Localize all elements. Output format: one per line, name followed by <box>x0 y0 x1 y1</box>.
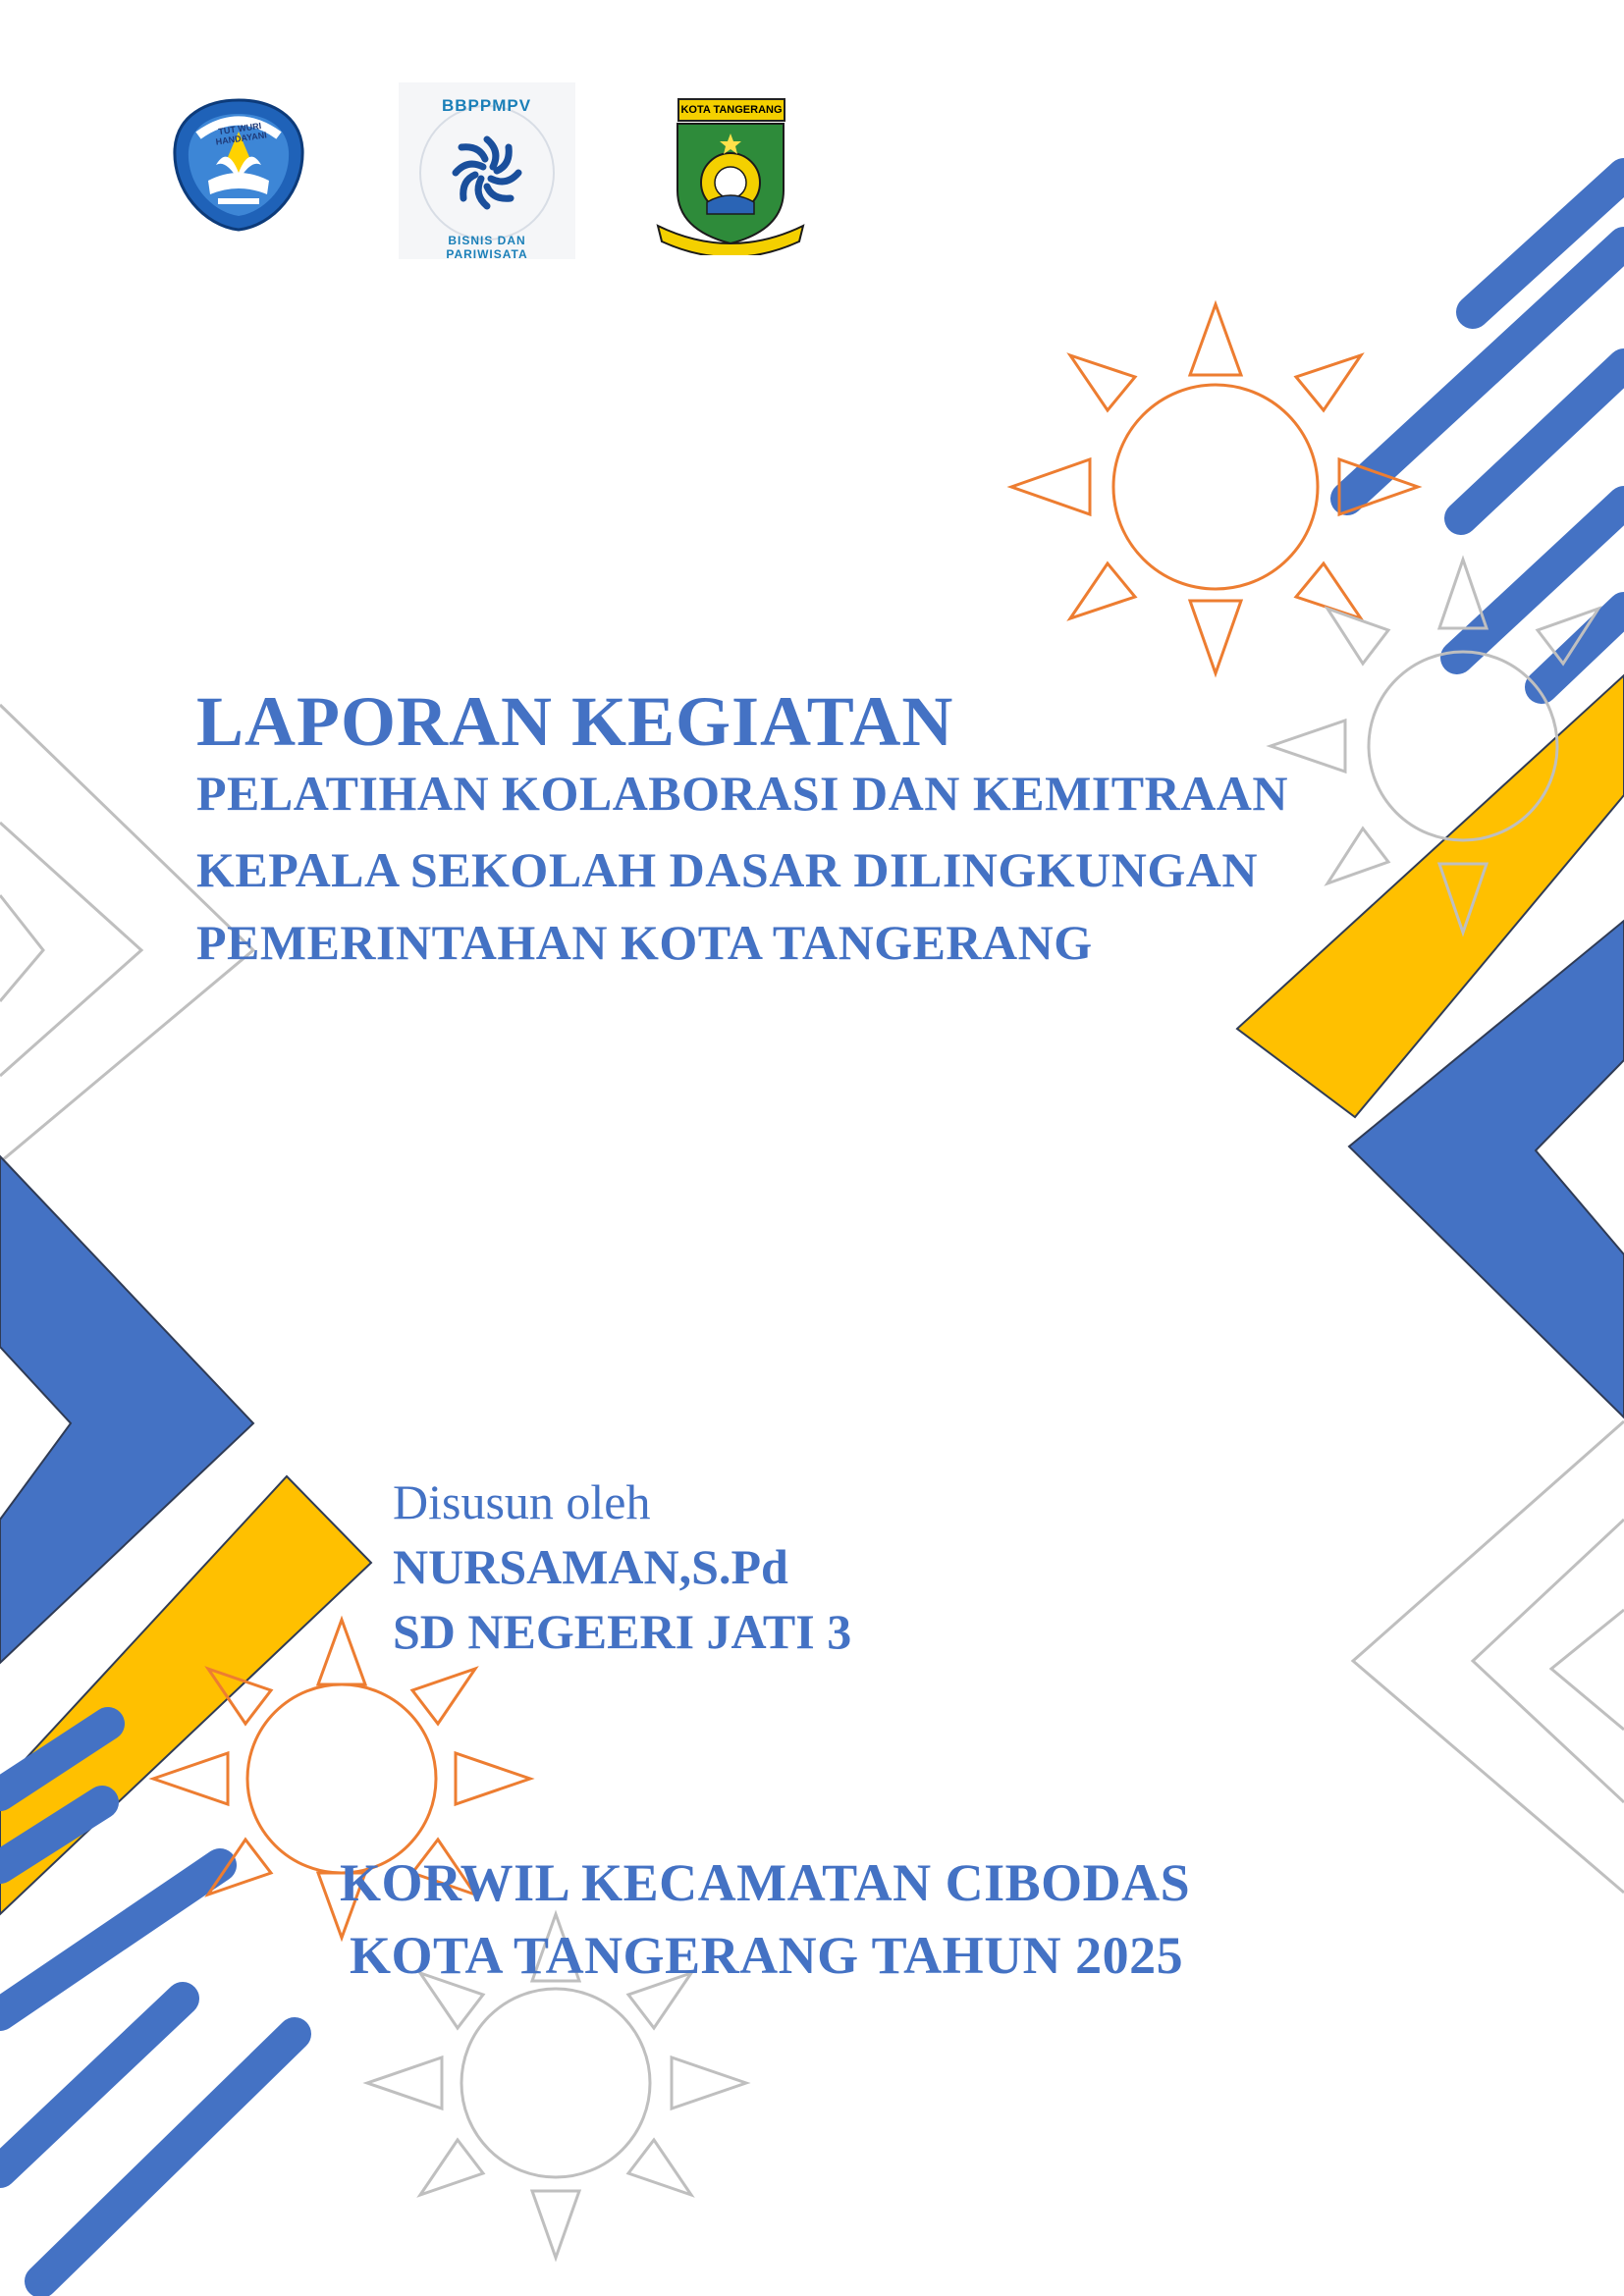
bbppmpv-logo <box>399 82 575 259</box>
prepared-by-label: Disusun oleh <box>393 1474 651 1529</box>
subtitle-line-2: KEPALA SEKOLAH DASAR DILINGKUNGAN <box>196 842 1259 897</box>
right-bar-5 <box>1542 609 1624 687</box>
bbppmpv-text-bottom: BISNIS DAN PARIWISATA <box>446 234 528 261</box>
school-name: SD NEGEERI JATI 3 <box>393 1604 852 1659</box>
tut-wuri-text: TUT WURI HANDAYANI <box>215 121 268 147</box>
kota-tangerang-text: KOTA TANGERANG <box>677 98 785 122</box>
footer-line-2: KOTA TANGERANG TAHUN 2025 <box>350 1926 1184 1985</box>
bbppmpv-text-top: BBPPMPV <box>442 96 532 115</box>
kota-tangerang-logo <box>656 98 805 255</box>
report-title: LAPORAN KEGIATAN <box>196 682 954 761</box>
author-name: NURSAMAN,S.Pd <box>393 1539 788 1594</box>
subtitle-line-1: PELATIHAN KOLABORASI DAN KEMITRAAN <box>196 766 1289 821</box>
tut-wuri-handayani-icon <box>169 96 308 234</box>
kota-tangerang-icon <box>656 120 805 255</box>
right-gray-chevrons <box>1353 1421 1624 1893</box>
footer-line-1: KORWIL KECAMATAN CIBODAS <box>340 1853 1191 1912</box>
subtitle-line-3: PEMERINTAHAN KOTA TANGERANG <box>196 915 1093 970</box>
